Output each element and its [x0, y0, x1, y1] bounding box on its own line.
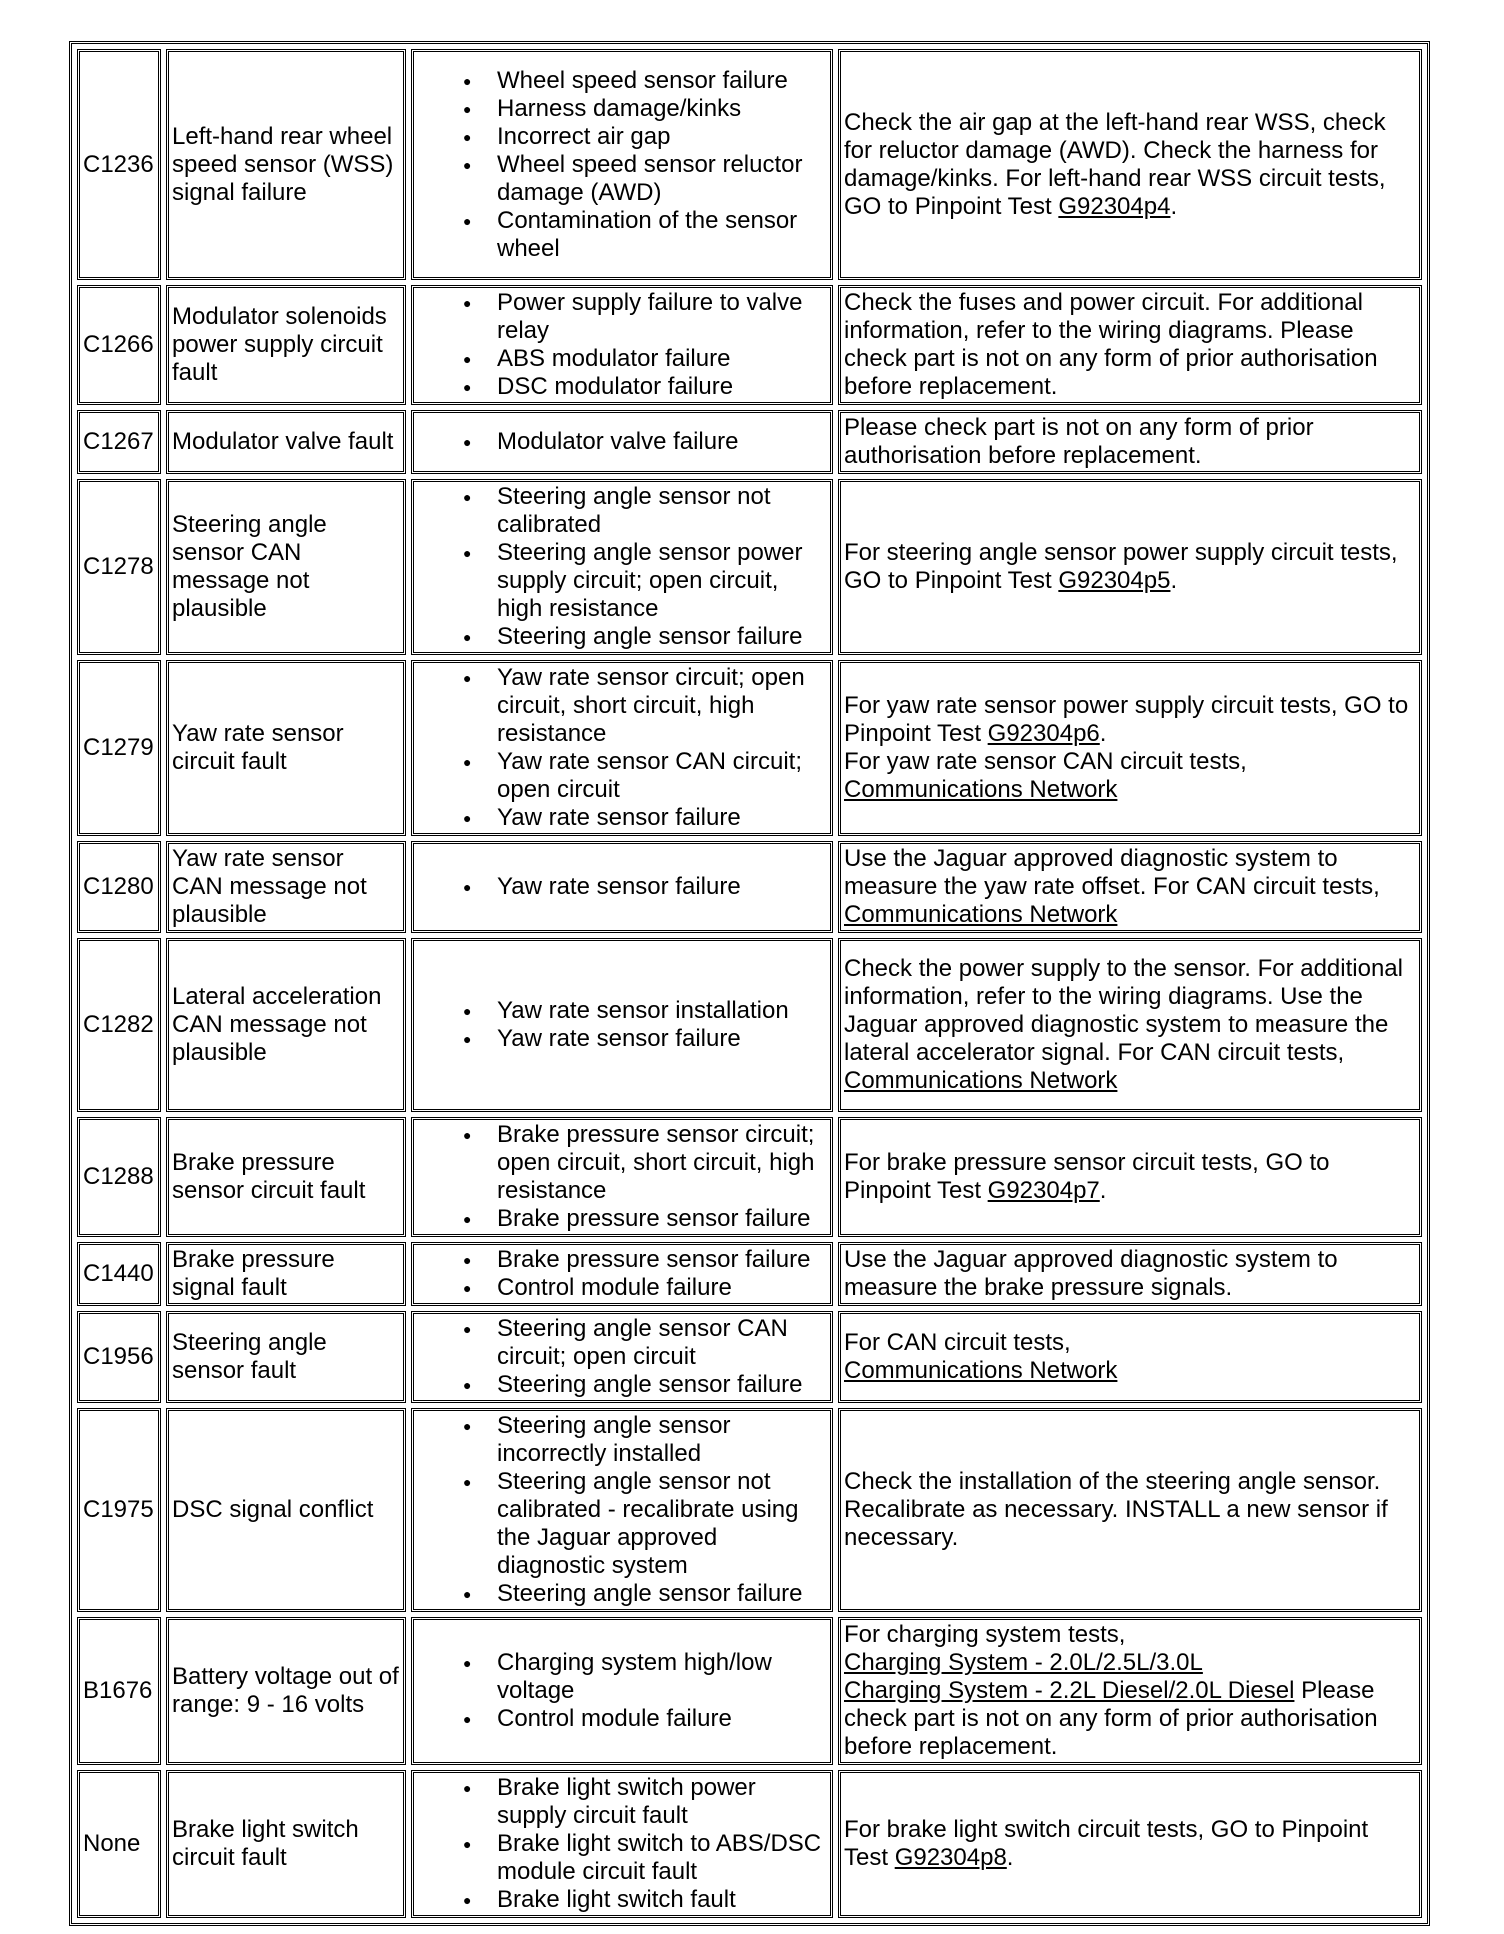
action-cell — [838, 1311, 1422, 1403]
dtc-code: B1676 — [77, 1617, 161, 1765]
action-text: Check the power supply to the sensor. For additional information, refer to the wiring diagrams. Use the Jaguar approved diagnostic system to measure the lateral accelerator signal. For CAN circuit tests, — [844, 955, 1403, 1066]
dtc-description: Modulator valve fault — [166, 410, 406, 474]
action-cell — [838, 49, 1422, 280]
cause-item: ● Incorrect air gap — [497, 123, 827, 151]
dtc-code: C1956 — [77, 1311, 161, 1403]
communications-network-link[interactable]: Communications Network — [844, 1357, 1118, 1384]
action-cell — [838, 1242, 1422, 1306]
cause-item: ● Control module failure — [497, 1274, 827, 1302]
dtc-description: Brake pressure signal fault — [166, 1242, 406, 1306]
action-text: For steering angle sensor power supply circuit tests, GO to Pinpoint Test — [844, 539, 1398, 594]
action-cell — [838, 841, 1422, 933]
cause-item: ● Yaw rate sensor CAN circuit; open circuit — [497, 748, 827, 804]
cause-item: ● Yaw rate sensor failure — [497, 804, 827, 832]
dtc-code: C1278 — [77, 479, 161, 655]
dtc-description: DSC signal conflict — [166, 1408, 406, 1612]
action-cell — [838, 660, 1422, 836]
cause-item: ● Brake pressure sensor circuit; open circuit, short circuit, high resistance — [497, 1121, 827, 1205]
possible-causes — [411, 1770, 833, 1918]
action-text: For yaw rate sensor power supply circuit tests, GO to Pinpoint Test — [844, 692, 1409, 747]
cause-item: ● Brake light switch fault — [497, 1886, 827, 1914]
cause-item: ● Brake light switch to ABS/DSC module circuit fault — [497, 1830, 827, 1886]
dtc-code: C1266 — [77, 285, 161, 405]
dtc-code: C1280 — [77, 841, 161, 933]
action-text-end: . — [1170, 567, 1178, 594]
action-text: Use the Jaguar approved diagnostic system to measure the yaw rate offset. For CAN circuit tests, — [844, 845, 1380, 900]
cause-item: ● Yaw rate sensor installation — [497, 997, 827, 1025]
cause-item: ● Wheel speed sensor reluctor damage (AWD) — [497, 151, 827, 207]
action-text: For charging system tests, — [844, 1621, 1126, 1648]
action-text: For brake pressure sensor circuit tests, GO to Pinpoint Test — [844, 1149, 1330, 1204]
dtc-description: Steering angle sensor CAN message not plausible — [166, 479, 406, 655]
action-text: For brake light switch circuit tests, GO to Pinpoint Test — [844, 1816, 1369, 1871]
possible-causes — [411, 49, 833, 280]
cause-item: ● DSC modulator failure — [497, 373, 827, 401]
cause-item: ● Steering angle sensor failure — [497, 623, 827, 651]
cause-item: ● Wheel speed sensor failure — [497, 67, 827, 95]
communications-network-link[interactable]: Communications Network — [844, 776, 1118, 803]
dtc-code: C1288 — [77, 1117, 161, 1237]
charging-system-petrol-link[interactable]: Charging System - 2.0L/2.5L/3.0L — [844, 1649, 1203, 1676]
cause-item: ● Control module failure — [497, 1705, 827, 1733]
action-cell — [838, 1770, 1422, 1918]
dtc-code: C1440 — [77, 1242, 161, 1306]
dtc-code: None — [77, 1770, 161, 1918]
possible-causes — [411, 660, 833, 836]
action-text: Use the Jaguar approved diagnostic system to measure the brake pressure signals. — [844, 1246, 1338, 1301]
table-row — [77, 479, 1422, 655]
cause-item: ● Modulator valve failure — [497, 428, 827, 456]
dtc-description: Yaw rate sensor circuit fault — [166, 660, 406, 836]
action-cell — [838, 1408, 1422, 1612]
possible-causes — [411, 479, 833, 655]
table-row — [77, 1408, 1422, 1612]
possible-causes — [411, 841, 833, 933]
cause-item: ● Brake pressure sensor failure — [497, 1205, 827, 1233]
table-row — [77, 1617, 1422, 1765]
communications-network-link[interactable]: Communications Network — [844, 901, 1118, 928]
charging-system-diesel-link[interactable]: Charging System - 2.2L Diesel/2.0L Diesel — [844, 1677, 1295, 1704]
cause-item: ● Power supply failure to valve relay — [497, 289, 827, 345]
action-cell — [838, 410, 1422, 474]
cause-item: ● Yaw rate sensor failure — [497, 1025, 827, 1053]
table-row — [77, 938, 1422, 1112]
action-text-end: . — [1006, 1844, 1014, 1871]
cause-item: ● Steering angle sensor failure — [497, 1580, 827, 1608]
cause-item: ● ABS modulator failure — [497, 345, 827, 373]
cause-item: ● Steering angle sensor not calibrated — [497, 483, 827, 539]
action-cell — [838, 938, 1422, 1112]
cause-item: ● Steering angle sensor failure — [497, 1371, 827, 1399]
dtc-description: Left-hand rear wheel speed sensor (WSS) signal failure — [166, 49, 406, 280]
action-cell — [838, 1617, 1422, 1765]
dtc-description: Brake pressure sensor circuit fault — [166, 1117, 406, 1237]
action-text: Check the installation of the steering angle sensor. Recalibrate as necessary. INSTALL a new sensor if necessary. — [844, 1468, 1388, 1551]
action-text: For CAN circuit tests, — [844, 1329, 1071, 1356]
action-text: Check the fuses and power circuit. For additional information, refer to the wiring diagrams. Please check part is not on any form of prior authorisation before replacement. — [844, 289, 1378, 400]
pinpoint-test-link[interactable]: G92304p5 — [1058, 567, 1171, 594]
cause-item: ● Steering angle sensor incorrectly installed — [497, 1412, 827, 1468]
action-text: Please check part is not on any form of prior authorisation before replacement. — [844, 414, 1314, 469]
table-row — [77, 410, 1422, 474]
dtc-code: C1282 — [77, 938, 161, 1112]
possible-causes — [411, 1117, 833, 1237]
dtc-code: C1267 — [77, 410, 161, 474]
dtc-description: Lateral acceleration CAN message not plausible — [166, 938, 406, 1112]
cause-item: ● Yaw rate sensor circuit; open circuit, short circuit, high resistance — [497, 664, 827, 748]
cause-item: ● Contamination of the sensor wheel — [497, 207, 827, 263]
pinpoint-test-link[interactable]: G92304p7 — [987, 1177, 1100, 1204]
table-row — [77, 1770, 1422, 1918]
possible-causes — [411, 410, 833, 474]
cause-item: ● Brake pressure sensor failure — [497, 1246, 827, 1274]
possible-causes — [411, 1617, 833, 1765]
cause-item: ● Steering angle sensor not calibrated - recalibrate using the Jaguar approved diagnostic system — [497, 1468, 827, 1580]
cause-item: ● Steering angle sensor CAN circuit; open circuit — [497, 1315, 827, 1371]
cause-item: ● Harness damage/kinks — [497, 95, 827, 123]
possible-causes — [411, 1242, 833, 1306]
table-row — [77, 49, 1422, 280]
dtc-description: Modulator solenoids power supply circuit fault — [166, 285, 406, 405]
action-cell — [838, 1117, 1422, 1237]
dtc-table — [69, 41, 1430, 1926]
cause-item: ● Steering angle sensor power supply circuit; open circuit, high resistance — [497, 539, 827, 623]
possible-causes — [411, 1408, 833, 1612]
dtc-description: Steering angle sensor fault — [166, 1311, 406, 1403]
possible-causes — [411, 938, 833, 1112]
table-row — [77, 660, 1422, 836]
cause-item: ● Charging system high/low voltage — [497, 1649, 827, 1705]
table-row — [77, 1117, 1422, 1237]
pinpoint-test-link[interactable]: G92304p8 — [894, 1844, 1007, 1871]
dtc-code: C1279 — [77, 660, 161, 836]
cause-item: ● Yaw rate sensor failure — [497, 873, 827, 901]
action-text-end: Please check part is not on any form of prior authorisation before replacement. — [844, 1677, 1378, 1760]
action-cell — [838, 479, 1422, 655]
possible-causes — [411, 285, 833, 405]
action-text-2: For yaw rate sensor CAN circuit tests, — [844, 748, 1247, 775]
action-text-end: . — [1099, 720, 1107, 747]
possible-causes — [411, 1311, 833, 1403]
dtc-code: C1236 — [77, 49, 161, 280]
table-row — [77, 1311, 1422, 1403]
pinpoint-test-link[interactable]: G92304p4 — [1058, 192, 1171, 220]
action-text-end: . — [1170, 192, 1178, 220]
dtc-description: Brake light switch circuit fault — [166, 1770, 406, 1918]
dtc-description: Battery voltage out of range: 9 - 16 volts — [166, 1617, 406, 1765]
table-row — [77, 841, 1422, 933]
cause-item: ● Brake light switch power supply circuit fault — [497, 1774, 827, 1830]
action-cell — [838, 285, 1422, 405]
table-row — [77, 1242, 1422, 1306]
action-text: Check the air gap at the left-hand rear WSS, check for reluctor damage (AWD). Check the harness for damage/kinks. For left-hand rear WSS circuit tests, GO to Pinpoint Test — [844, 108, 1386, 220]
communications-network-link[interactable]: Communications Network — [844, 1067, 1118, 1094]
dtc-description: Yaw rate sensor CAN message not plausible — [166, 841, 406, 933]
pinpoint-test-link[interactable]: G92304p6 — [987, 720, 1100, 747]
dtc-code: C1975 — [77, 1408, 161, 1612]
action-text-end: . — [1099, 1177, 1107, 1204]
table-row — [77, 285, 1422, 405]
